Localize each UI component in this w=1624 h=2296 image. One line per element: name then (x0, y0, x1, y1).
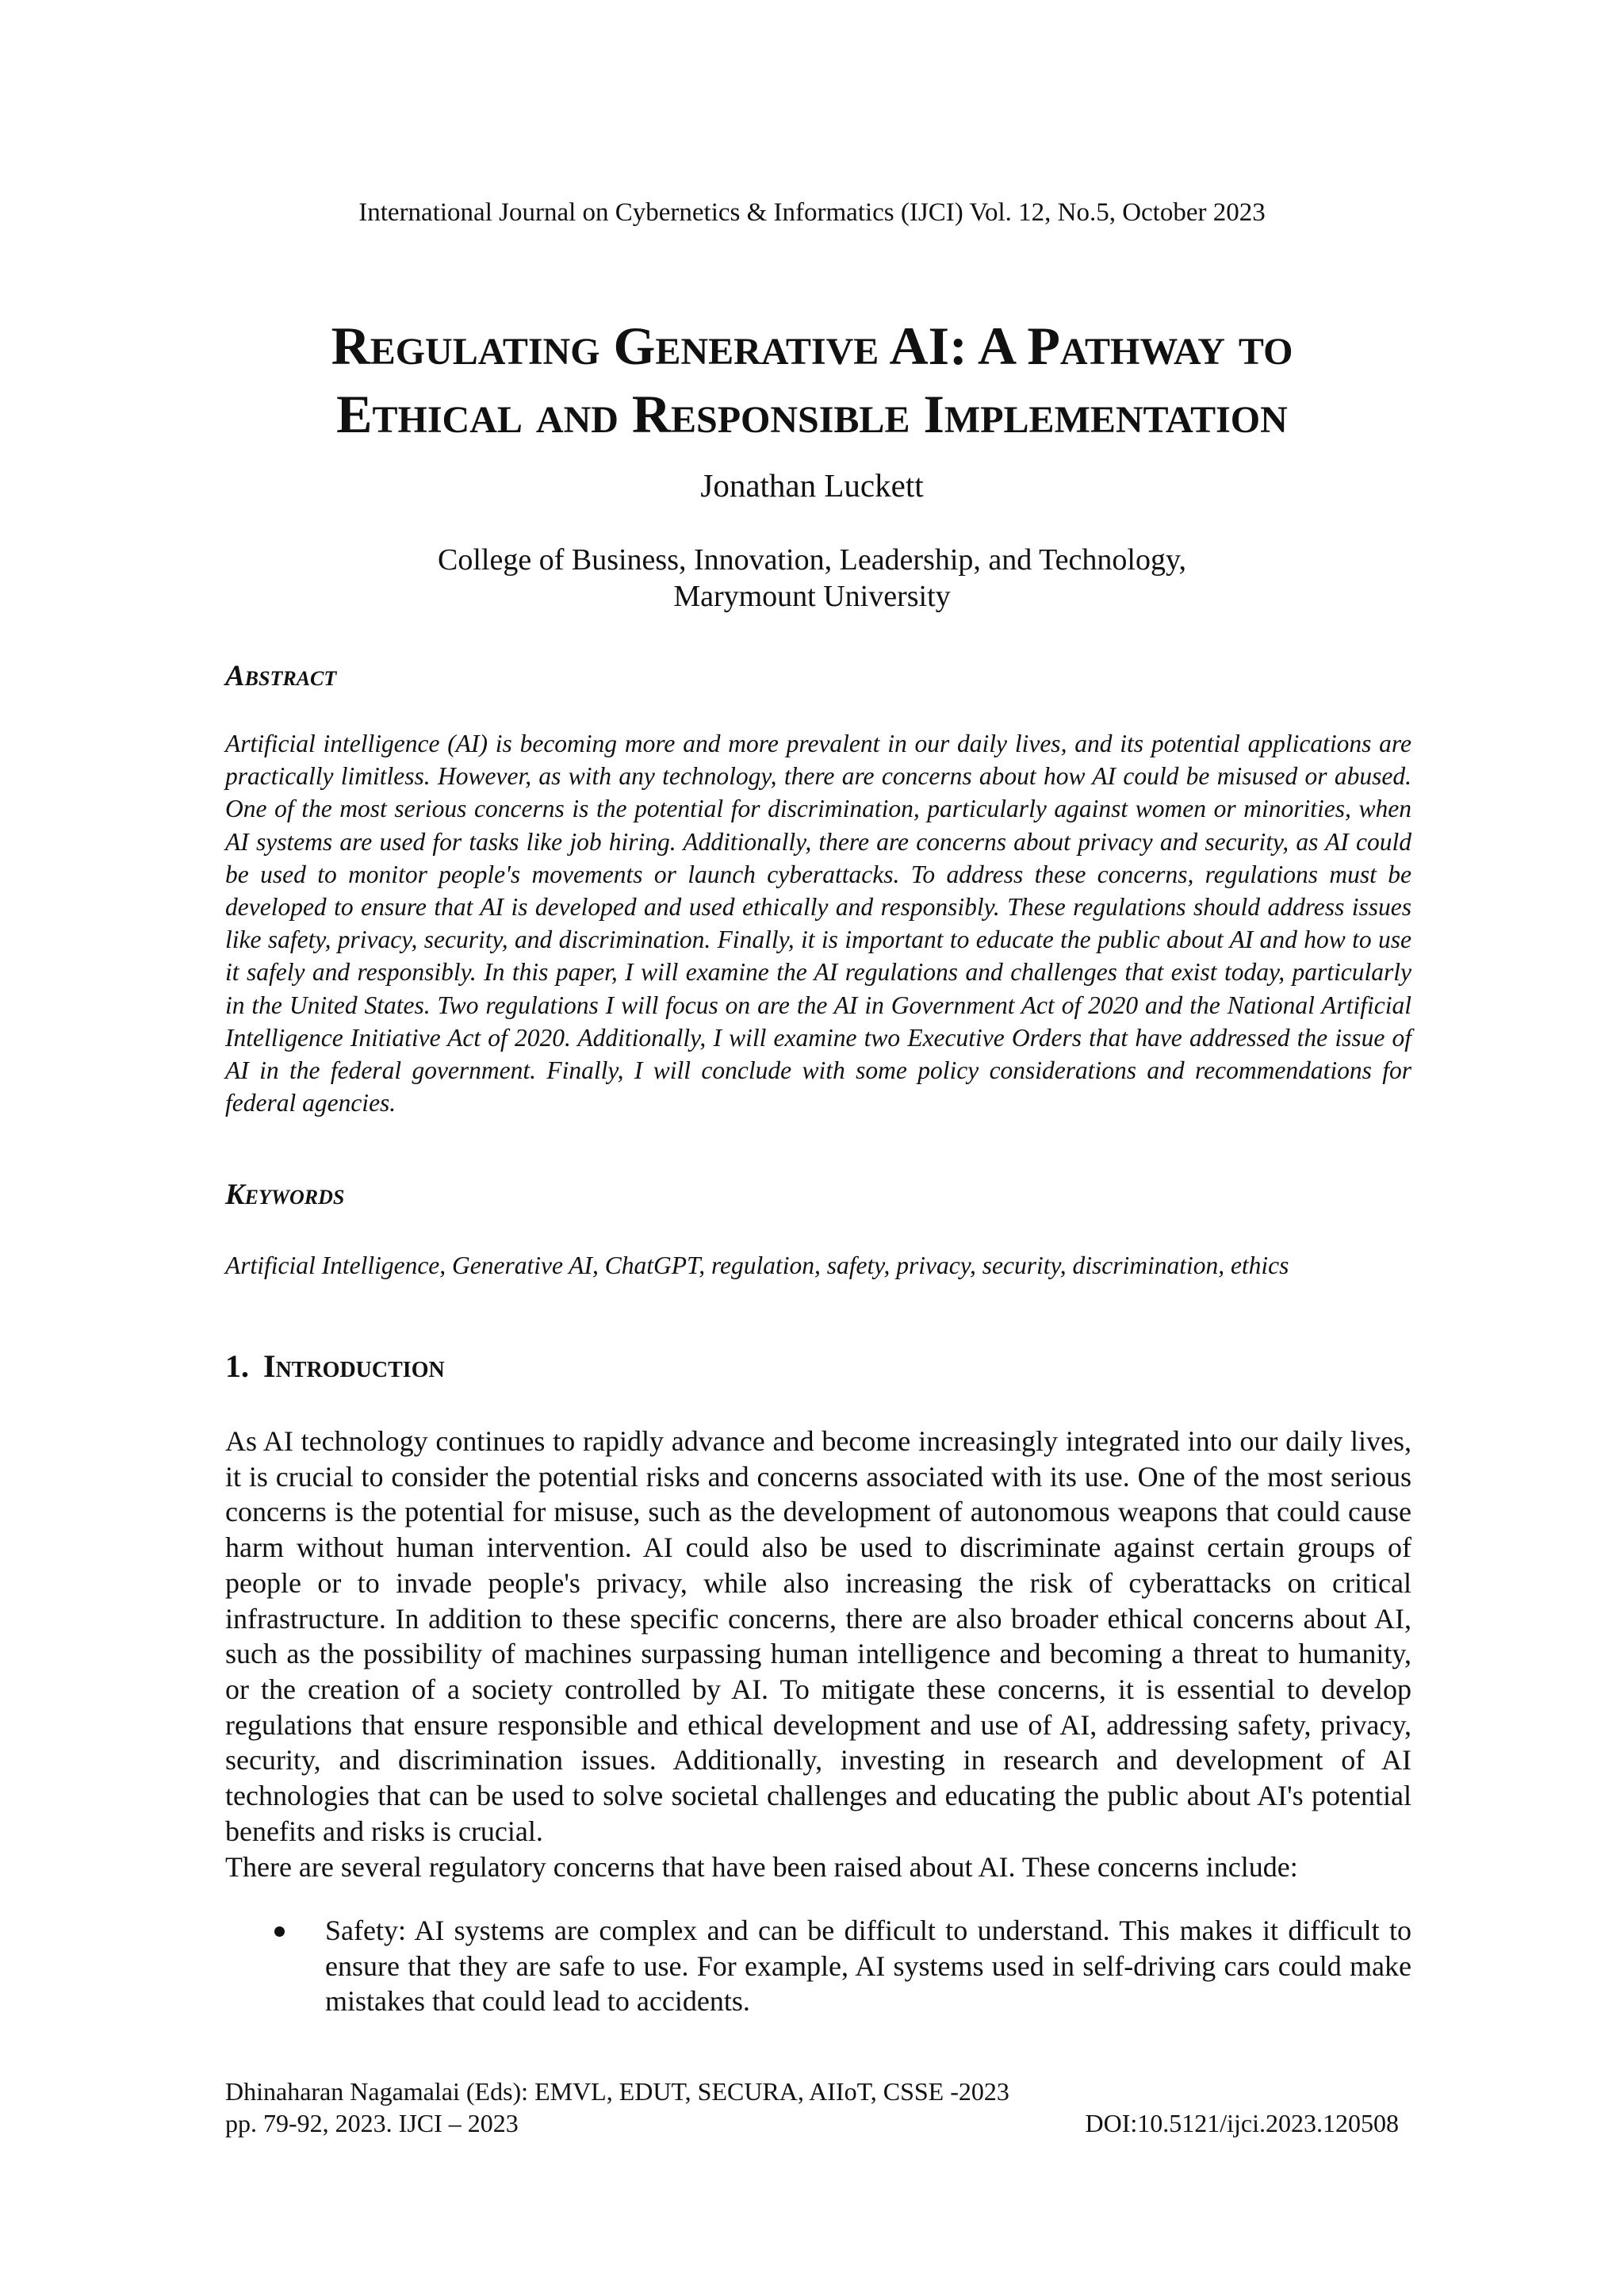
list-item (225, 1913, 1411, 2019)
bullet-icon (274, 1926, 285, 1937)
footer-row (225, 2107, 1399, 2139)
section-number: 1. (225, 1348, 249, 1384)
paper-title-line-2: Ethical and Responsible Implementation (336, 384, 1288, 444)
list-item-text: Safety: AI systems are complex and can be difficult to understand. This makes it difficult to ensure that they are safe to use. For example, AI systems used in self-driving cars could make mistakes that could lead to accidents. (325, 1915, 1411, 2018)
introduction-paragraph: As AI technology continues to rapidly advance and become increasingly integrated into our daily lives, it is crucial to consider the potential risks and concerns associated with its use. One of the most serious concerns is the potential for misuse, such as the development of autonomous weapons that could cause harm without human intervention. AI could also be used to discriminate against certain groups of people or to invade people's privacy, while also increasing the risk of cyberattacks on critical infrastructure. In addition to these specific concerns, there are also broader ethical concerns about AI, such as the possibility of machines surpassing human intelligence and becoming a threat to humanity, or the creation of a society controlled by AI. To mitigate these concerns, it is essential to develop regulations that ensure responsible and ethical development and use of AI, addressing safety, privacy, security, and discrimination issues. Additionally, investing in research and development of AI technologies that can be used to solve societal challenges and educating the public about AI's potential benefits and risks is crucial. (225, 1425, 1411, 1847)
paper-title (159, 312, 1465, 448)
introduction-lead-sentence: There are several regulatory concerns that have been raised about AI. These concerns include: (225, 1851, 1298, 1883)
abstract-text: Artificial intelligence (AI) is becoming more and more prevalent in our daily lives, and its potential applications are practically limitless. However, as with any technology, there are concerns about how AI could be misused or abused. One of the most serious concerns is the potential for discrimination, particularly against women or minorities, when AI systems are used for tasks like job hiring. Additionally, there are concerns about privacy and security, as AI could be used to monitor people's movements or launch cyberattacks. To address these concerns, regulations must be developed to ensure that AI is developed and used ethically and responsibly. These regulations should address issues like safety, privacy, security, and discrimination. Finally, it is important to educate the public about AI and how to use it safely and responsibly. In this paper, I will examine the AI regulations and challenges that exist today, particularly in the United States. Two regulations I will focus on are the AI in Government Act of 2020 and the National Artificial Intelligence Initiative Act of 2020. Additionally, I will examine two Executive Orders that have addressed the issue of AI in the federal government. Finally, I will conclude with some policy considerations and recommendations for federal agencies. (225, 730, 1411, 1117)
introduction-heading (225, 1348, 445, 1385)
journal-header: International Journal on Cybernetics & Informatics (IJCI) Vol. 12, No.5, October 2023 (358, 198, 1266, 227)
paper-title-line-1: Regulating Generative AI: A Pathway to (331, 316, 1293, 376)
keywords-heading: Keywords (225, 1179, 345, 1211)
page-footer (225, 2076, 1399, 2139)
author-name: Jonathan Luckett (700, 467, 924, 504)
abstract-heading: Abstract (225, 660, 337, 692)
affiliation-line-2: Marymount University (673, 580, 951, 613)
footer-doi: DOI:10.5121/ijci.2023.120508 (1085, 2109, 1399, 2137)
section-title: Introduction (263, 1348, 445, 1384)
concerns-list (225, 1913, 1411, 2019)
affiliation-line-1: College of Business, Innovation, Leadership, and Technology, (438, 543, 1186, 577)
footer-editors: Dhinaharan Nagamalai (Eds): EMVL, EDUT, SECURA, AIIoT, CSSE -2023 (225, 2077, 1009, 2106)
footer-pages: pp. 79-92, 2023. IJCI – 2023 (225, 2109, 519, 2137)
keywords-text: Artificial Intelligence, Generative AI, ChatGPT, regulation, safety, privacy, security, discrimination, ethics (225, 1251, 1289, 1279)
author-affiliation (238, 542, 1386, 615)
